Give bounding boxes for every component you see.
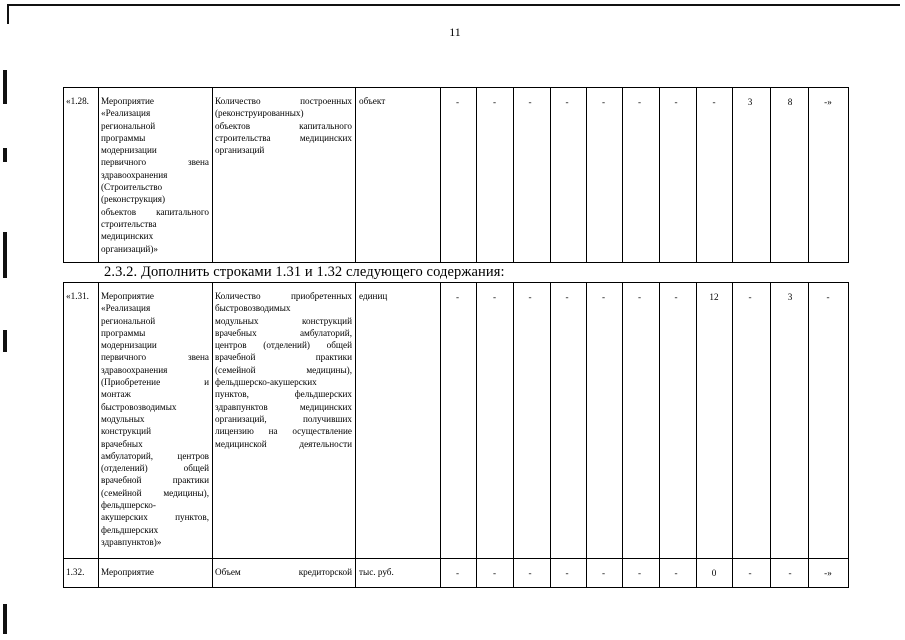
cell-line: врачебной практики bbox=[215, 352, 352, 363]
cell-line: Мероприятие bbox=[101, 291, 154, 301]
cell-line: Мероприятие bbox=[101, 96, 154, 106]
cell-line: организаций, получивших bbox=[215, 413, 352, 424]
cell-line: модульных конструкций bbox=[215, 315, 352, 326]
value-cell: - bbox=[455, 292, 460, 302]
value-cell: - bbox=[565, 97, 569, 107]
cell-line: региональной bbox=[101, 120, 156, 131]
value-cell: - bbox=[565, 568, 569, 578]
cell-line: быстровозводимых bbox=[215, 303, 291, 314]
cell-line: пунктов, фельдшерских bbox=[215, 389, 352, 400]
scan-edge-mark bbox=[3, 148, 7, 162]
scan-edge-mark bbox=[3, 330, 7, 352]
cell-line: Количество построенных bbox=[215, 96, 352, 106]
cell-line: врачебных bbox=[101, 438, 143, 449]
value-cell: - bbox=[455, 568, 460, 578]
value-cell: - bbox=[565, 292, 569, 302]
row-indicator bbox=[215, 95, 352, 156]
cell-line: строительства медицинских bbox=[215, 132, 352, 143]
row-unit: тыс. руб. bbox=[359, 567, 394, 577]
cell-line: фельдшерско-акушерских bbox=[215, 377, 317, 388]
row-code: 1.32. bbox=[66, 567, 85, 577]
value-cell: - bbox=[674, 568, 678, 578]
row-unit: единиц bbox=[359, 291, 388, 301]
cell-line: Объем кредиторской bbox=[215, 567, 352, 577]
cell-line: (Строительство bbox=[101, 182, 163, 193]
value-cell: - bbox=[492, 292, 497, 302]
value-cell: - bbox=[637, 292, 642, 302]
value-cell: - bbox=[674, 292, 678, 302]
value-cell: 3 bbox=[787, 292, 793, 302]
cell-line: фельдшерских bbox=[101, 524, 159, 535]
page-top-border bbox=[8, 4, 900, 6]
cell-line: здравоохранения bbox=[101, 364, 168, 375]
page-left-border bbox=[7, 4, 9, 24]
value-cell: - bbox=[748, 568, 752, 578]
value-cell: 12 bbox=[709, 292, 719, 302]
cell-line: организаций)» bbox=[101, 243, 158, 254]
value-cell: - bbox=[788, 568, 792, 578]
value-cell: - bbox=[528, 292, 532, 302]
scan-edge-mark bbox=[3, 232, 7, 278]
cell-line: лицензию на осуществление bbox=[215, 426, 352, 437]
cell-line: Количество приобретенных bbox=[215, 291, 352, 301]
row-name bbox=[101, 95, 209, 255]
cell-line: Мероприятие bbox=[101, 567, 154, 577]
cell-line: центров (отделений) общей bbox=[215, 340, 352, 351]
cell-line: здравоохранения bbox=[101, 169, 168, 180]
value-cell: - bbox=[528, 568, 532, 578]
value-cell: - bbox=[601, 568, 606, 578]
value-cell: - bbox=[674, 97, 678, 107]
cell-line: модульных bbox=[101, 413, 145, 424]
value-cell: - bbox=[528, 97, 532, 107]
value-cell: - bbox=[637, 97, 642, 107]
scan-edge-mark bbox=[3, 604, 7, 634]
value-cell: 3 bbox=[747, 97, 753, 107]
value-cell: - bbox=[601, 292, 606, 302]
value-cell: 8 bbox=[787, 97, 793, 107]
cell-line: модернизации bbox=[101, 145, 157, 156]
value-cell: - bbox=[601, 97, 606, 107]
cell-line: «Реализация bbox=[101, 108, 151, 119]
value-cell: -» bbox=[824, 97, 832, 107]
row-name bbox=[101, 290, 209, 548]
cell-line: программы bbox=[101, 327, 146, 338]
cell-line: объектов капитального bbox=[215, 120, 352, 131]
row-code: «1.28. bbox=[66, 96, 89, 106]
value-cell: - bbox=[455, 97, 460, 107]
cell-line: медицинской деятельности bbox=[215, 438, 352, 449]
page-number: 11 bbox=[449, 25, 461, 39]
cell-line: (семейной медицины), bbox=[101, 487, 209, 498]
section-heading: 2.3.2. Дополнить строками 1.31 и 1.32 следующего содержания: bbox=[104, 264, 505, 280]
cell-line: (семейной медицины), bbox=[215, 364, 352, 375]
cell-line: врачебной практики bbox=[101, 475, 209, 486]
cell-line: программы bbox=[101, 132, 146, 143]
cell-line: медицинских bbox=[101, 231, 154, 242]
scan-edge-mark bbox=[3, 70, 7, 104]
value-cell: 0 bbox=[711, 568, 717, 578]
cell-line: монтаж bbox=[101, 389, 131, 400]
cell-line: здравпунктов медицинских bbox=[215, 401, 352, 412]
cell-line: строительства bbox=[101, 218, 157, 229]
cell-line: быстровозводимых bbox=[101, 401, 177, 412]
value-cell: - bbox=[492, 568, 497, 578]
row-indicator bbox=[215, 290, 352, 450]
value-cell: - bbox=[826, 292, 830, 302]
cell-line: акушерских пунктов, bbox=[101, 512, 209, 523]
cell-line: модернизации bbox=[101, 340, 157, 351]
row-name bbox=[101, 566, 209, 578]
row-unit: объект bbox=[359, 96, 386, 106]
row-code: «1.31. bbox=[66, 291, 89, 301]
cell-line: врачебных амбулаторий, bbox=[215, 327, 352, 338]
value-cell: - bbox=[492, 97, 497, 107]
cell-line: конструкций bbox=[101, 426, 151, 437]
value-cell: - bbox=[748, 292, 752, 302]
cell-line: объектов капитального bbox=[101, 206, 209, 217]
cell-line: фельдшерско- bbox=[101, 500, 156, 511]
value-cell: - bbox=[637, 568, 642, 578]
cell-line: (реконструированных) bbox=[215, 108, 304, 119]
cell-line: первичного звена bbox=[101, 157, 209, 168]
cell-line: амбулаторий, центров bbox=[101, 450, 209, 461]
cell-line: организаций bbox=[215, 145, 265, 156]
cell-line: «Реализация bbox=[101, 303, 151, 314]
cell-line: (реконструкция) bbox=[101, 194, 166, 205]
cell-line: первичного звена bbox=[101, 352, 209, 363]
cell-line: региональной bbox=[101, 315, 156, 326]
cell-line: (Приобретение и bbox=[101, 377, 209, 388]
value-cell: -» bbox=[824, 568, 832, 578]
row-indicator bbox=[215, 566, 352, 578]
cell-line: (отделений) общей bbox=[101, 463, 209, 474]
cell-line: здравпунктов)» bbox=[101, 536, 162, 547]
value-cell: - bbox=[712, 97, 716, 107]
